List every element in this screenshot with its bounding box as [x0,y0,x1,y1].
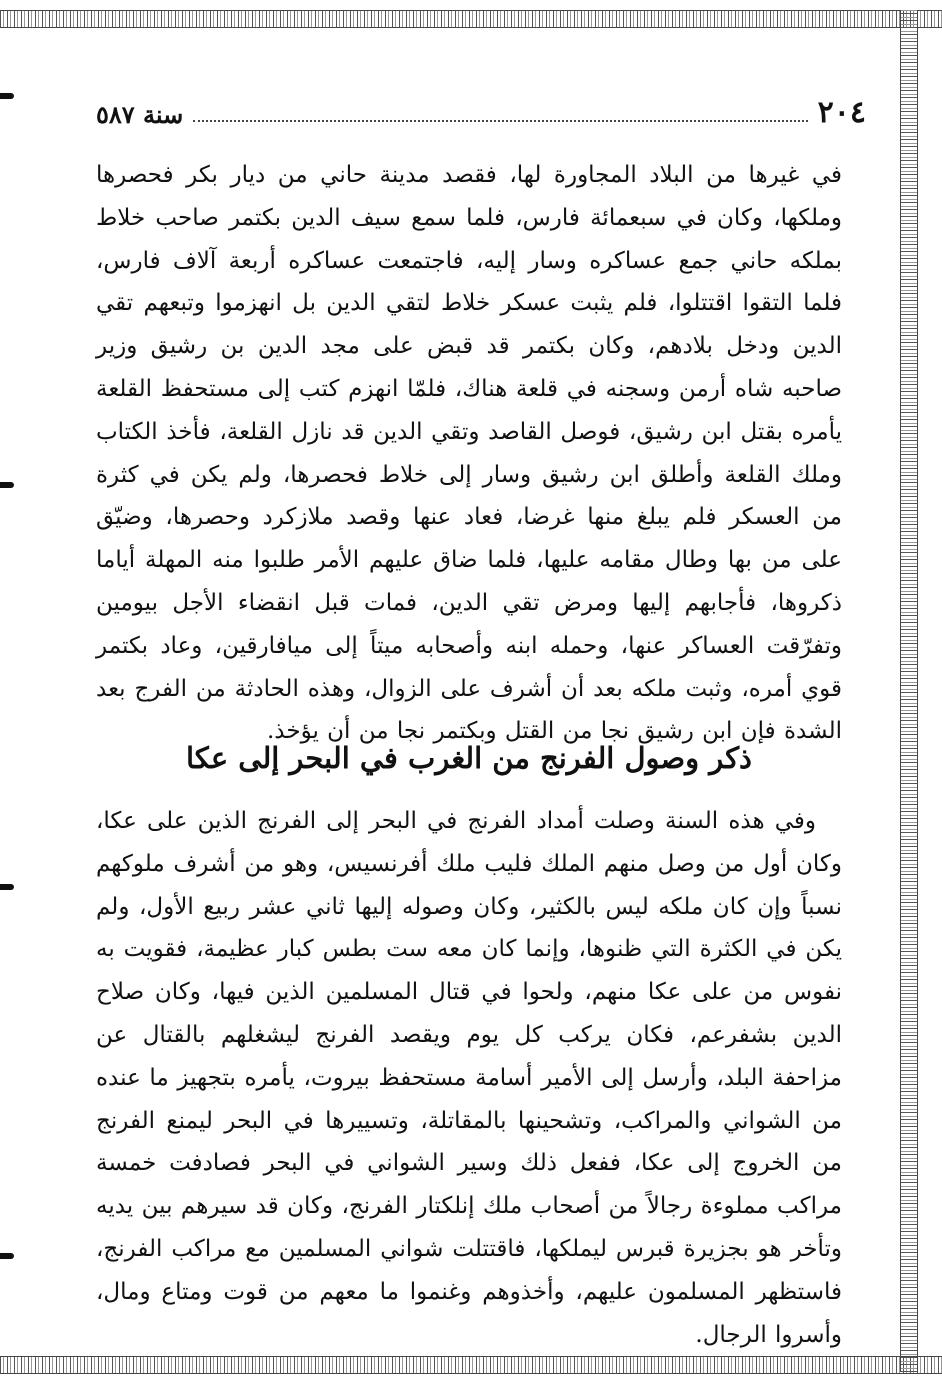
binding-mark [0,1253,14,1259]
paragraph-1: في غيرها من البلاد المجاورة لها، فقصد مدينة حاني من ديار بكر فحصرها وملكها، وكان في سبعمائة فارس، فلما سمع سيف الدين بكتمر صاحب خلاط بملكه حاني جمع عساكره وسار إليه، فاجتمعت عساكره أربعة آلاف فارس، فلما التقوا اقتتلوا، فلم يثبت عسكر خلاط لتقي الدين بل انهزموا وتبعهم تقي الدين ودخل بلادهم، وكان بكتمر قد قبض على مجد الدين بن رشيق وزير صاحبه شاه أرمن وسجنه في قلعة هناك، فلمّا انهزم كتب إلى مستحفظ القلعة يأمره بقتل ابن رشيق، فوصل القاصد وتقي الدين قد نازل القلعة، فأخذ الكتاب وملك القلعة وأطلق ابن رشيق وسار إلى خلاط فحصرها، ولم يكن في كثرة من العسكر فلم يبلغ منها غرضا، فعاد عنها وقصد ملازكرد وحصرها، وضيّق على من بها وطال مقامه عليها، فلما ضاق عليهم الأمر طلبوا منه المهلة أياما ذكروها، فأجابهم إليها ومرض تقي الدين، فمات قبل انقضاء الأجل بيومين وتفرّقت العساكر عنها، وحمله ابنه وأصحابه ميتاً إلى ميافارقين، وعاد بكتمر قوي أمره، وثبت ملكه بعد أن أشرف على الزوال، وهذه الحادثة من الفرج بعد الشدة فإن ابن رشيق نجا من القتل وبكتمر نجا من أن يؤخذ. [96,162,842,745]
paragraph-2: وفي هذه السنة وصلت أمداد الفرنج في البحر إلى الفرنج الذين على عكا، وكان أول من وصل منهم الملك فليب ملك أفرنسيس، وهو من أشرف ملوكهم نسباً وإن كان ملكه ليس بالكثير، وكان وصوله إليها ثاني عشر ربيع الأول، ولم يكن في الكثرة التي ظنوها، وإنما كان معه ست بطس كبار عظيمة، فقويت به نفوس من على عكا منهم، ولحوا في قتال المسلمين الذين فيها، وكان صلاح الدين بشفرعم، فكان يركب كل يوم ويقصد الفرنج ليشغلهم بالقتال عن مزاحفة البلد، وأرسل إلى الأمير أسامة مستحفظ بيروت، يأمره بتجهيز ما عنده من الشواني والمراكب، وتشحينها بالمقاتلة، وتسييرها في البحر ليمنع الفرنج من الخروج إلى عكا، ففعل ذلك وسير الشواني في البحر فصادفت خمسة مراكب مملوءة رجالاً من أصحاب ملك إنلكتار الفرنج، وكان قد سيرهم بين يديه وتأخر هو بجزيرة قبرس ليملكها، فاقتتلت شواني المسلمين مع مراكب الفرنج، فاستظهر المسلمون عليهم، وأخذوهم وغنموا ما معهم من قوت ومتاع ومال، وأسروا الرجال. [96,808,843,1348]
binding-mark [0,93,14,99]
running-header [96,92,866,128]
year-label: سنة ٥٨٧ [96,100,184,129]
section-heading: ذكر وصول الفرنج من الغرب في البحر إلى عكا [186,741,752,775]
page-border-top [0,10,942,28]
binding-mark [0,884,14,890]
page-number: ٢٠٤ [817,95,866,130]
binding-mark [0,482,14,488]
page-border-right [900,10,918,1372]
page-border-bottom [0,1356,942,1374]
header-dotted-rule [193,120,807,122]
